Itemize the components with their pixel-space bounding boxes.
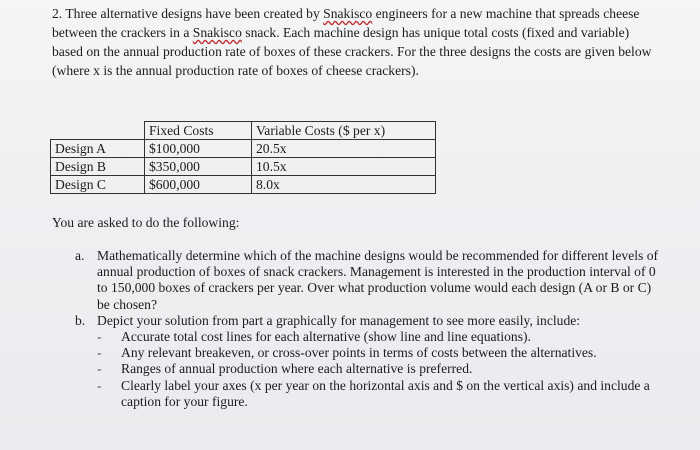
design-name: Design B [51,158,145,176]
task-b-bullets [97,329,660,410]
bullet-text: Ranges of annual production where each alternative is preferred. [121,361,473,377]
design-name: Design A [51,140,145,158]
dash-bullet-icon: - [97,345,102,361]
problem-text-1: Three alternative designs have been created by [65,6,324,21]
variable-cost: 8.0x [252,176,436,194]
problem-number: 2. [52,6,63,21]
bullet-text: Clearly label your axes (x per year on the horizontal axis and $ on the vertical axis) and include a caption for your figure. [121,377,650,409]
fixed-cost: $100,000 [145,140,252,158]
problem-text-2: engineers for a new machine that spreads cheese between the crackers in a [52,6,640,40]
fixed-cost: $350,000 [145,158,252,176]
table-row [51,140,436,158]
table-row [51,176,436,194]
dash-bullet-icon: - [97,329,102,345]
fixed-cost: $600,000 [145,176,252,194]
bullet-text: Accurate total cost lines for each alternative (show line and line equations). [121,329,531,345]
task-text: Depict your solution from part a graphically for management to see more easily, include: [97,312,581,328]
table-row [51,158,436,176]
task-a [75,248,660,313]
cost-table [50,121,436,194]
task-marker: a. [75,248,85,263]
task-marker: b. [75,312,86,328]
bullet-item [97,329,660,345]
problem-statement [52,4,657,80]
company-name: Snakisco [323,6,373,21]
bullet-item [97,345,660,361]
table-header-blank [51,122,145,140]
instructions-lead: You are asked to do the following: [52,215,240,230]
company-name: Snakisco [192,25,242,40]
problem-text-3: snack. Each machine design has unique total costs (fixed and variable) based on the annual production rate of boxes of these crackers. For the three designs the costs are given below (where x is the annual production rate of boxes of cheese crackers). [52,25,652,78]
bullet-item [97,361,660,377]
table-header-variable: Variable Costs ($ per x) [252,122,436,140]
dash-bullet-icon: - [97,377,102,393]
task-b [75,313,660,329]
bullet-text: Any relevant breakeven, or cross-over points in terms of costs between the alternatives. [121,345,597,361]
table-header-row [51,122,436,140]
variable-cost: 20.5x [252,140,436,158]
table-header-fixed: Fixed Costs [145,122,252,140]
task-text: Mathematically determine which of the machine designs would be recommended for different levels of annual production of boxes of snack crackers. Management is interested in the production interval of 0 to 150,000 boxes of crackers per year. Over what production volume would each design (A or B or C) be chosen? [97,248,659,312]
task-list [75,248,660,410]
dash-bullet-icon: - [97,361,102,377]
design-name: Design C [51,176,145,194]
bullet-item [97,378,660,410]
variable-cost: 10.5x [252,158,436,176]
